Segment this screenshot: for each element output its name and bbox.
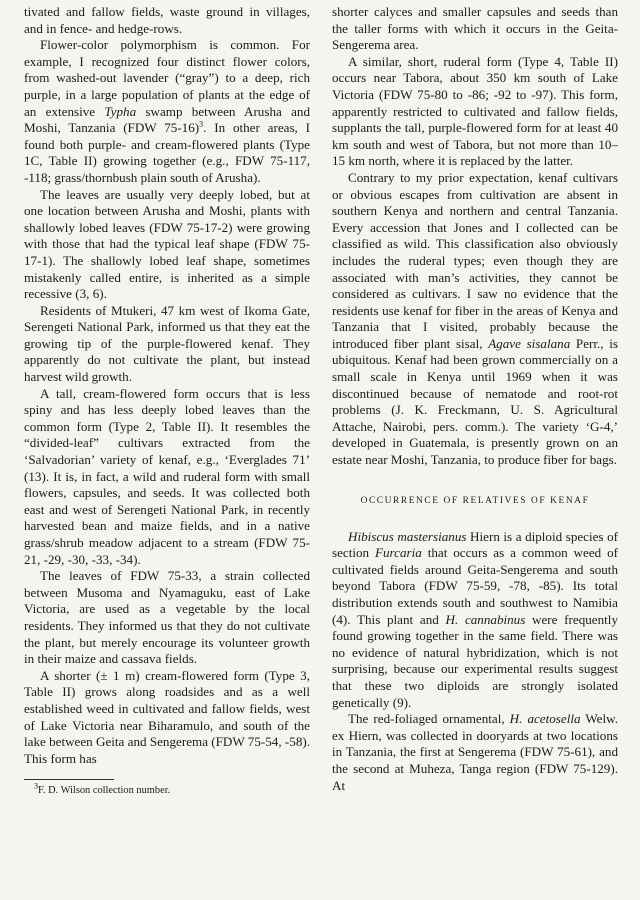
paragraph: The leaves of FDW 75-33, a strain collected between Musoma and Nyamaguku, east of Lake Victoria, are used as a vegetable by the local residents. They informed us that they do not cultivate the plant, but merely encourage its volunteer growth in their maize and cassava fields. <box>24 568 310 667</box>
paragraph <box>332 711 618 794</box>
italic-text: H. acetosella <box>509 711 581 727</box>
paragraph: A tall, cream-flowered form occurs that is less spiny and has less deeply lobed leaves than the common form (Type 2, Table II). It resembles the “divided-leaf” cultivars extracted from the ‘Salvadorian’ variety of kenaf, e.g., ‘Everglades 71’ (13). It is, in fact, a wild and ruderal form with small flowers, capsules, and seeds. It was collected both east and west of Serengeti National Park, in recently harvested bean and maize fields, and in a native grass/shrub meadow adjacent to a stream (FDW 75-21, -29, -30, -33, -34). <box>24 385 310 567</box>
paragraph: Residents of Mtukeri, 47 km west of Ikoma Gate, Serengeti National Park, informed us that they eat the growing tip of the purple-flowered kenaf. They apparently do not cultivate the plant, but instead harvest wild growth. <box>24 302 310 385</box>
text-run: Welw. ex Hiern, was collected in dooryards at two locations in Tanzania, the first at Sengerema (FDW 75-61), and the second at Muheza, Tanga region (FDW 75-129). At <box>332 711 618 793</box>
paragraph: The leaves are usually very deeply lobed, but at one location between Arusha and Moshi, plants with shallowly lobed leaves (FDW 75-17-2) were growing with those that had the typical leaf shape (FDW 75-17-1). The shallowly lobed leaf shape, sometimes mistakenly called entire, is inherited as a simple recessive (3, 6). <box>24 186 310 302</box>
text-run: that occurs as a common weed of cultivated fields around Geita-Sengerema and south beyond Tabora (FDW 75-59, -78, -85). Its total distribution extends south and southwest to Namibia (4). This plant and <box>332 545 618 627</box>
footnote-text: F. D. Wilson collection number. <box>38 785 171 797</box>
paragraph: tivated and fallow fields, waste ground in villages, and in fence- and hedge-rows. <box>24 4 310 36</box>
paragraph: shorter calyces and smaller capsules and seeds than the taller forms with which it occurs in the Geita-Sengerema area. <box>332 4 618 53</box>
paragraph <box>332 529 618 712</box>
footnote-divider <box>24 779 114 780</box>
footnote <box>24 781 310 797</box>
text-run: swamp between Arusha and Moshi, Tanzania (FDW 75-16) <box>24 103 310 136</box>
text-run: Flower-color polymorphism is common. For example, I recognized four distinct flower colors, from washed-out lavender (“gray”) to a deep, rich purple, in a large population of plants at the edge of an extensive <box>24 37 310 119</box>
text-run: The red-foliaged ornamental, <box>348 711 510 727</box>
left-column <box>24 4 310 900</box>
paragraph <box>24 37 310 186</box>
footnote-marker: 3 <box>34 781 38 791</box>
italic-text: Hibiscus mastersianus <box>348 528 467 544</box>
text-run: Hiern is a diploid species of section <box>332 528 618 561</box>
italic-text: H. cannabinus <box>445 611 526 627</box>
italic-text: Typha <box>104 103 137 119</box>
text-run: Contrary to my prior expectation, kenaf cultivars or obvious escapes from cultivation are absent in southern Kenya and northern and central Tanzania. Every accession that Jones and I collected can be classified as wild. This classification also obviously includes the ruderal types; even though they are associated with man’s activities, they cannot be considered as cultivars. I saw no evidence that the residents use kenaf for fiber in the areas of Kenya and Tanzania that I visited, probably because the introduced fiber plant sisal, <box>332 169 618 351</box>
text-run: were frequently found growing together in the same field. There was no evidence of natural hybridization, which is not surprising, because our experimental results suggest that these two diploids are strongly isolated genetically (9). <box>332 611 618 710</box>
paragraph <box>332 170 618 469</box>
italic-text: Furcaria <box>375 545 422 561</box>
footnote-ref: 3 <box>199 119 204 129</box>
section-heading: OCCURRENCE OF RELATIVES OF KENAF <box>360 495 590 506</box>
text-run: Perr., is ubiquitous. Kenaf had been grown commercially on a small scale in Kenya until 1969 when it was discontinued because of nematode and root-rot problems (J. K. Freckmann, U. S. Agricultural Attache, Nairobi, pers. comm.). The variety ‘G-4,’ developed in Guatemala, is presently grown on an estate near Moshi, Tanzania, to produce fiber for bags. <box>332 335 618 468</box>
paragraph: A shorter (± 1 m) cream-flowered form (Type 3, Table II) grows along roadsides and as a well established weed in cultivated and fallow fields, west of Lake Victoria near Biharamulo, and south of the lake between Geita and Sengerema (FDW 75-54, -58). This form has <box>24 667 310 766</box>
text-run: . In other areas, I found both purple- and cream-flowered plants (Type 1C, Table II) growing together (e.g., FDW 75-117, -118; grass/thornbush plain south of Arusha). <box>24 120 310 185</box>
italic-text: Agave sisalana <box>488 335 571 351</box>
paragraph: A similar, short, ruderal form (Type 4, Table II) occurs near Tabora, about 350 km south of Lake Victoria (FDW 75-80 to -86; -92 to -97). This form, apparently restricted to cultivated and fallow fields, supplants the tall, purple-flowered form for at least 40 km south and west of Tabora, but not more than 10–15 km north, where it is replaced by the latter. <box>332 53 618 169</box>
right-column <box>332 4 618 900</box>
two-column-body <box>24 4 618 900</box>
